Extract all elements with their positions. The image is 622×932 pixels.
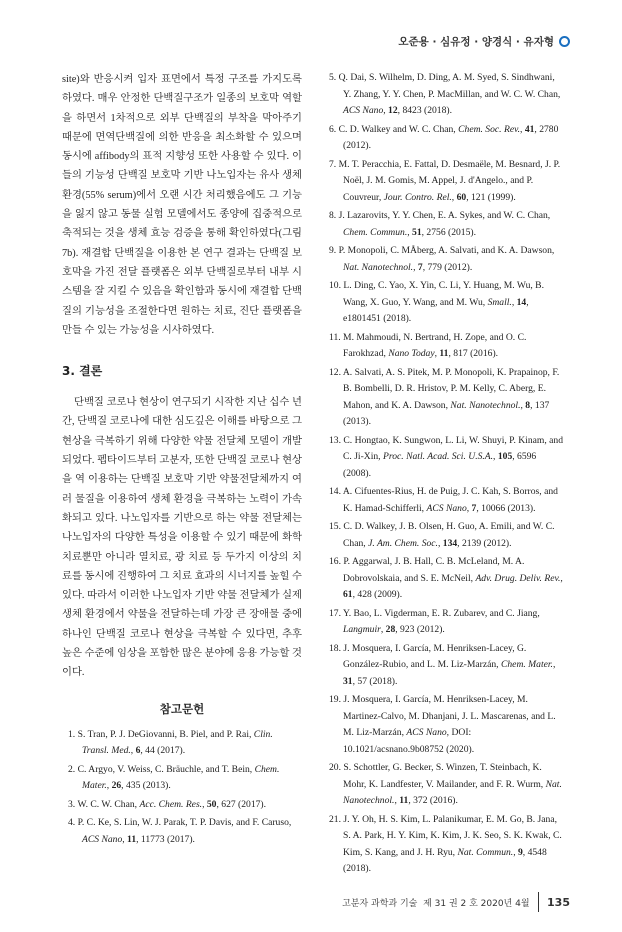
ref-details: , 137 (2013). <box>343 399 550 427</box>
reference-item: 1. S. Tran, P. J. DeGiovanni, B. Piel, and P. Rai, Clin. Transl. Med., 6, 44 (2017). <box>68 728 273 757</box>
ref-journal: Jour. Contro. Rel. <box>383 191 452 203</box>
header-authors: 오준용 · 심유정 · 양경식 · 유자형 <box>398 36 554 48</box>
left-column <box>62 70 302 850</box>
ref-number: 3. <box>68 798 76 810</box>
ref-details: , 779 (2012). <box>422 261 473 273</box>
reference-item: 4. P. C. Ke, S. Lin, W. J. Parak, T. P. Davis, and F. Caruso, ACS Nano, 11, 11773 (2017). <box>68 817 292 845</box>
ref-volume: 105 <box>497 451 513 462</box>
ref-authors: P. C. Ke, S. Lin, W. J. Parak, T. P. Davis, and F. Caruso, <box>77 817 292 829</box>
ref-journal: Nano Today <box>388 348 435 359</box>
page-footer <box>342 892 570 912</box>
ref-volume: 12 <box>388 105 398 116</box>
ref-volume: 61 <box>343 589 353 600</box>
ref-volume: 7 <box>471 502 477 514</box>
ref-number: 1. <box>68 728 76 740</box>
reference-item: 18. J. Mosquera, I. García, M. Henriksen-Lacey, G. González-Rubio, and L. M. Liz-Marzán, Chem. Mater., 31, 57 (2018). <box>329 642 556 687</box>
ref-number: 10. <box>329 280 341 291</box>
ref-number: 16. <box>329 556 341 567</box>
ref-journal: Nat. Nanotechnol. <box>343 261 414 273</box>
ref-number: 5. <box>329 72 337 83</box>
ref-details: , 2780 (2012). <box>343 123 559 151</box>
ref-authors: A. Cifuentes-Rius, H. de Puig, J. C. Kah, S. Borros, and K. Hamad-Schifferli, <box>342 486 558 514</box>
ref-details: , 44 (2017). <box>140 745 186 757</box>
ref-details: , 2139 (2012). <box>457 537 512 549</box>
ref-volume: 7 <box>417 261 423 273</box>
ref-journal: ACS Nano <box>426 502 467 514</box>
ref-journal: Proc. Natl. Acad. Sci. U.S.A. <box>383 451 494 462</box>
ref-details: , 121 (1999). <box>466 191 516 203</box>
reference-item <box>329 692 564 758</box>
ref-journal: ACS Nano, <box>406 727 450 738</box>
ref-journal: Adv. Drug. Deliv. Rev. <box>475 572 561 584</box>
ref-details: , 923 (2012). <box>395 624 445 635</box>
ref-details: , 817 (2016). <box>448 348 499 359</box>
ref-journal: Nat. Nanotechnol. <box>450 399 521 411</box>
ref-volume: 11 <box>439 348 449 359</box>
ref-details: , 372 (2016). <box>408 795 458 806</box>
reference-item: 14. A. Cifuentes-Rius, H. de Puig, J. C. Kah, S. Borros, and K. Hamad-Schifferli, ACS Nano, 7, 10066 (2013). <box>329 486 558 514</box>
ref-number: 6. <box>329 123 337 135</box>
ref-details: , 10066 (2013). <box>476 502 536 514</box>
reference-item: 20. S. Schottler, G. Becker, S. Winzen, T. Steinbach, K. Mohr, K. Landfester, V. Mailander, and F. R. Wurm, Nat. Nanotechnol., 11, 372 (2016). <box>329 762 562 806</box>
reference-item: 16. P. Aggarwal, J. B. Hall, C. B. McLeland, M. A. Dobrovolskaia, and S. E. McNeil, Adv. Drug. Deliv. Rev., 61, 428 (2009). <box>329 556 563 600</box>
reference-list-continued <box>329 70 564 880</box>
ref-volume: 11 <box>127 833 137 845</box>
ref-volume: 41 <box>524 123 535 135</box>
ref-authors: P. Monopoli, C. MÅberg, A. Salvati, and K. A. Dawson, <box>338 245 555 256</box>
ref-volume: 6 <box>135 745 141 757</box>
ref-volume: 50 <box>206 798 217 810</box>
ref-authors: J. Lazarovits, Y. Y. Chen, E. A. Sykes, and W. C. Chan, <box>338 210 551 221</box>
ref-number: 20. <box>329 762 341 773</box>
reference-item: 5. Q. Dai, S. Wilhelm, D. Ding, A. M. Syed, S. Sindhwani, Y. Zhang, Y. Y. Chen, P. MacMillan, and W. C. W. Chan, ACS Nano, 12, 8423 (2018). <box>329 72 561 116</box>
ref-authors: S. Tran, P. J. DeGiovanni, B. Piel, and P. Rai, <box>77 728 252 740</box>
ref-number: 2. <box>68 763 76 775</box>
reference-item: 8. J. Lazarovits, Y. Y. Chen, E. A. Sykes, and W. C. Chan, Chem. Commun., 51, 2756 (2015). <box>329 210 551 238</box>
ref-details: , 11773 (2017). <box>136 833 195 845</box>
ref-volume: 8 <box>525 399 531 411</box>
ref-authors: M. Mahmoudi, N. Bertrand, H. Zope, and O. C. Farokhzad, <box>343 331 527 359</box>
ref-details: , 6596 (2008). <box>343 451 537 479</box>
ref-volume: 9 <box>517 846 523 858</box>
footer-divider <box>538 892 540 912</box>
reference-item: 6. C. D. Walkey and W. C. Chan, Chem. Soc. Rev., 41, 2780 (2012). <box>329 123 559 151</box>
ref-authors: M. T. Peracchia, E. Fattal, D. Desmaële, M. Besnard, J. P. Noël, J. M. Gomis, M. Appel, J. d'Angelo., and P. Couvreur, <box>338 158 561 203</box>
ref-journal: Nat. Nanotechnol. <box>343 778 562 806</box>
ref-journal: ACS Nano <box>82 833 123 845</box>
ref-authors: Y. Bao, L. Vigderman, E. R. Zubarev, and C. Jiang, <box>343 607 540 619</box>
reference-item: 15. C. D. Walkey, J. B. Olsen, H. Guo, A. Emili, and W. C. Chan, J. Am. Chem. Soc., 134, 2139 (2012). <box>329 521 555 549</box>
running-header <box>398 34 570 49</box>
ref-number: 9. <box>329 245 337 256</box>
ref-details: , 435 (2013). <box>121 780 171 792</box>
ref-journal: ACS Nano <box>343 105 384 116</box>
journal-info: 고분자 과학과 기술 제 31 권 2 호 2020년 4월 <box>342 898 530 909</box>
ref-details: , 2756 (2015). <box>421 226 476 238</box>
references-heading: 참고문헌 <box>159 701 205 716</box>
ref-details: , e1801451 (2018). <box>343 296 529 324</box>
page-number: 135 <box>547 895 570 909</box>
ref-details: , 428 (2009). <box>352 589 403 600</box>
ref-number: 19. <box>329 694 341 705</box>
section-heading: 3. 결론 <box>62 364 103 379</box>
ref-details: , 57 (2018). <box>352 675 398 687</box>
body-paragraph: site)와 반응시켜 입자 표면에서 특정 구조를 가지도록 하였다. 매우 안정한 단백질구조가 일종의 보호막 역할을 하면서 1차적으로 외부 단백질의 부착을 막아주기 때문에 면역단백질에 의한 반응을 최소화할 수 있으며 동시에 affibody의 표적 지향성 또한 사용할 수 있다. 이들의 기능성 단백질 보호막 기반 나노입자는 유사 생체 환경(55% serum)에서 오랜 시간 처리했음에도 그 기능을 잃지 않고 동물 실험 모델에서도 종양에 집중적으로 축적되는 것을 생체 효능 검증을 통해 확인하였다(그림 7b). 재결합 단백질을 이용한 본 연구 결과는 단백질 보호막을 가진 전달 플랫폼은 외부 단백질로부터 내부 시스템을 잘 지킬 수 있음을 확인함과 동시에 재결합 단백질의 기능성을 조절한다면 원하는 치료, 진단 플랫폼을 만들 수 있는 가능성을 시사하였다. <box>62 74 302 336</box>
ref-authors: Q. Dai, S. Wilhelm, D. Ding, A. M. Syed, S. Sindhwani, Y. Zhang, Y. Y. Chen, P. MacMillan, and W. C. W. Chan, <box>338 72 561 100</box>
ref-volume: 60 <box>456 191 467 203</box>
ref-authors: J. Mosquera, I. García, M. Henriksen-Lacey, M. Martinez-Calvo, M. Dhanjani, J. L. Mascarenas, and L. M. Liz-Marzán, <box>343 694 556 738</box>
ref-journal: Chem. Mater. <box>500 659 553 670</box>
ref-number: 4. <box>68 817 76 829</box>
ref-volume: 51 <box>412 226 422 238</box>
reference-item: 2. C. Argyo, V. Weiss, C. Bräuchle, and T. Bein, Chem. Mater., 26, 435 (2013). <box>68 763 280 792</box>
ref-volume: 134 <box>442 537 458 549</box>
ref-journal: Small. <box>487 296 512 308</box>
ref-volume: 26 <box>111 780 122 792</box>
ref-volume: 31 <box>343 675 353 687</box>
ref-details: , 4548 (2018). <box>343 846 547 874</box>
ref-authors: P. Aggarwal, J. B. Hall, C. B. McLeland, M. A. Dobrovolskaia, and S. E. McNeil, <box>343 556 525 584</box>
ref-journal: Chem. Mater. <box>82 763 280 792</box>
conclusion-paragraph: 단백질 코로나 현상이 연구되기 시작한 지난 십수 년간, 단백질 코로나에 대한 심도깊은 이해를 바탕으로 그 현상을 극복하기 위해 다양한 약물 전달체 모델이 개발되었다. 펩타이드부터 고분자, 또한 단백질 코로나 현상을 역 이용하는 단백질 보호막 기반 약물전달체까지 여러 물질을 이용하여 생체 환경을 극복하는 노력이 가속화되고 있다. 나노입자를 기반으로 하는 약물 전달체는 나노입자의 다양한 특성을 이용할 수 있기 때문에 화학 치료뿐만 아니라 열치료, 광 치료 등 두가지 이상의 치료를 동시에 진행하여 그 치료 효과의 시너지를 높힐 수 있다. 따라서 이러한 나노입자 기반 약물 전달체가 실제 생체 환경에서 약물을 전달하는데 가장 큰 장애물 중에 하나인 단백질 코로나 현상을 극복할 수 있다면, 추후 높은 수준에 임상을 포함한 많은 분야에 응용 가능할 것이다. <box>62 397 302 679</box>
ref-journal: Nat. Commun. <box>457 846 514 858</box>
ref-journal: Chem. Commun. <box>343 226 408 238</box>
ref-journal: Chem. Soc. Rev. <box>458 123 521 135</box>
ref-authors: C. Hongtao, K. Sungwon, L. Li, W. Shuyi, P. Kinam, and C. Ji-Xin, <box>343 434 564 462</box>
reference-item: 7. M. T. Peracchia, E. Fattal, D. Desmaële, M. Besnard, J. P. Noël, J. M. Gomis, M. Appel, J. d'Angelo., and P. Couvreur, Jour. Contro. Rel., 60, 121 (1999). <box>329 158 561 203</box>
ref-number: 17. <box>329 607 341 619</box>
ref-authors: J. Mosquera, I. García, M. Henriksen-Lacey, G. González-Rubio, and L. M. Liz-Marzán, <box>343 642 527 670</box>
ref-volume: 28 <box>385 624 396 635</box>
ref-number: 21. <box>329 813 341 825</box>
ref-number: 7. <box>329 158 337 170</box>
ref-authors: W. C. W. Chan, <box>77 798 138 810</box>
ref-volume: 14 <box>516 296 527 308</box>
ref-authors: S. Schottler, G. Becker, S. Winzen, T. Steinbach, K. Mohr, K. Landfester, V. Mailander, and F. R. Wurm, <box>343 762 544 790</box>
ref-number: 12. <box>329 366 341 378</box>
ref-number: 14. <box>329 486 341 497</box>
ref-journal: Clin. Transl. Med. <box>82 728 273 757</box>
reference-item: 17. Y. Bao, L. Vigderman, E. R. Zubarev, and C. Jiang, Langmuir, 28, 923 (2012). <box>329 607 540 635</box>
ref-number: 15. <box>329 521 341 532</box>
ref-number: 8. <box>329 210 337 221</box>
ref-journal: Acc. Chem. Res. <box>139 798 203 810</box>
ref-details: , 8423 (2018). <box>397 105 452 116</box>
circle-bullet-icon <box>559 36 570 47</box>
ref-number: 18. <box>329 642 341 654</box>
ref-authors: A. Salvati, A. S. Pitek, M. P. Monopoli, K. Prapainop, F. B. Bombelli, D. R. Hristov, P. M. Kelly, C. Aberg, E. Mahon, and K. A. Dawson, <box>342 366 560 411</box>
ref-authors: C. D. Walkey and W. C. Chan, <box>338 123 456 135</box>
ref-journal: J. Am. Chem. Soc. <box>368 537 438 549</box>
reference-item: 11. M. Mahmoudi, N. Bertrand, H. Zope, and O. C. Farokhzad, Nano Today, 11, 817 (2016). <box>329 331 527 359</box>
ref-authors: C. Argyo, V. Weiss, C. Bräuchle, and T. Bein, <box>77 763 253 775</box>
ref-number: 13. <box>329 434 341 446</box>
reference-item: 3. W. C. W. Chan, Acc. Chem. Res., 50, 627 (2017). <box>68 798 267 810</box>
reference-item: 13. C. Hongtao, K. Sungwon, L. Li, W. Shuyi, P. Kinam, and C. Ji-Xin, Proc. Natl. Acad. Sci. U.S.A., 105, 6596 (2008). <box>329 434 564 479</box>
ref-authors: J. Y. Oh, H. S. Kim, L. Palanikumar, E. M. Go, B. Jana, S. A. Park, H. Y. Kim, K. Kim, J. K. Seo, S. K. Kwak, C. Kim, S. Kang, and J. H. Ryu, <box>343 813 562 858</box>
reference-item: 12. A. Salvati, A. S. Pitek, M. P. Monopoli, K. Prapainop, F. B. Bombelli, D. R. Hristov, P. M. Kelly, C. Aberg, E. Mahon, and K. A. Dawson, Nat. Nanotechnol., 8, 137 (2013). <box>329 366 560 427</box>
ref-authors: L. Ding, C. Yao, X. Yin, C. Li, Y. Huang, M. Wu, B. Wang, X. Guo, Y. Wang, and M. Wu, <box>343 280 544 308</box>
reference-item: 10. L. Ding, C. Yao, X. Yin, C. Li, Y. Huang, M. Wu, B. Wang, X. Guo, Y. Wang, and M. Wu, Small., 14, e1801451 (2018). <box>329 280 544 324</box>
ref-journal: Langmuir <box>343 624 381 635</box>
reference-item: 21. J. Y. Oh, H. S. Kim, L. Palanikumar, E. M. Go, B. Jana, S. A. Park, H. Y. Kim, K. Kim, J. K. Seo, S. K. Kwak, C. Kim, S. Kang, and J. H. Ryu, Nat. Commun., 9, 4548 (2018). <box>329 813 562 874</box>
ref-details: DOI: 10.1021/acsnano.9b08752 (2020). <box>343 727 475 755</box>
ref-authors: C. D. Walkey, J. B. Olsen, H. Guo, A. Emili, and W. C. Chan, <box>343 521 555 549</box>
reference-item: 9. P. Monopoli, C. MÅberg, A. Salvati, and K. A. Dawson, Nat. Nanotechnol., 7, 779 (2012). <box>329 245 555 273</box>
ref-number: 11. <box>329 331 341 343</box>
ref-details: , 627 (2017). <box>216 798 267 810</box>
ref-volume: 11 <box>399 795 409 806</box>
